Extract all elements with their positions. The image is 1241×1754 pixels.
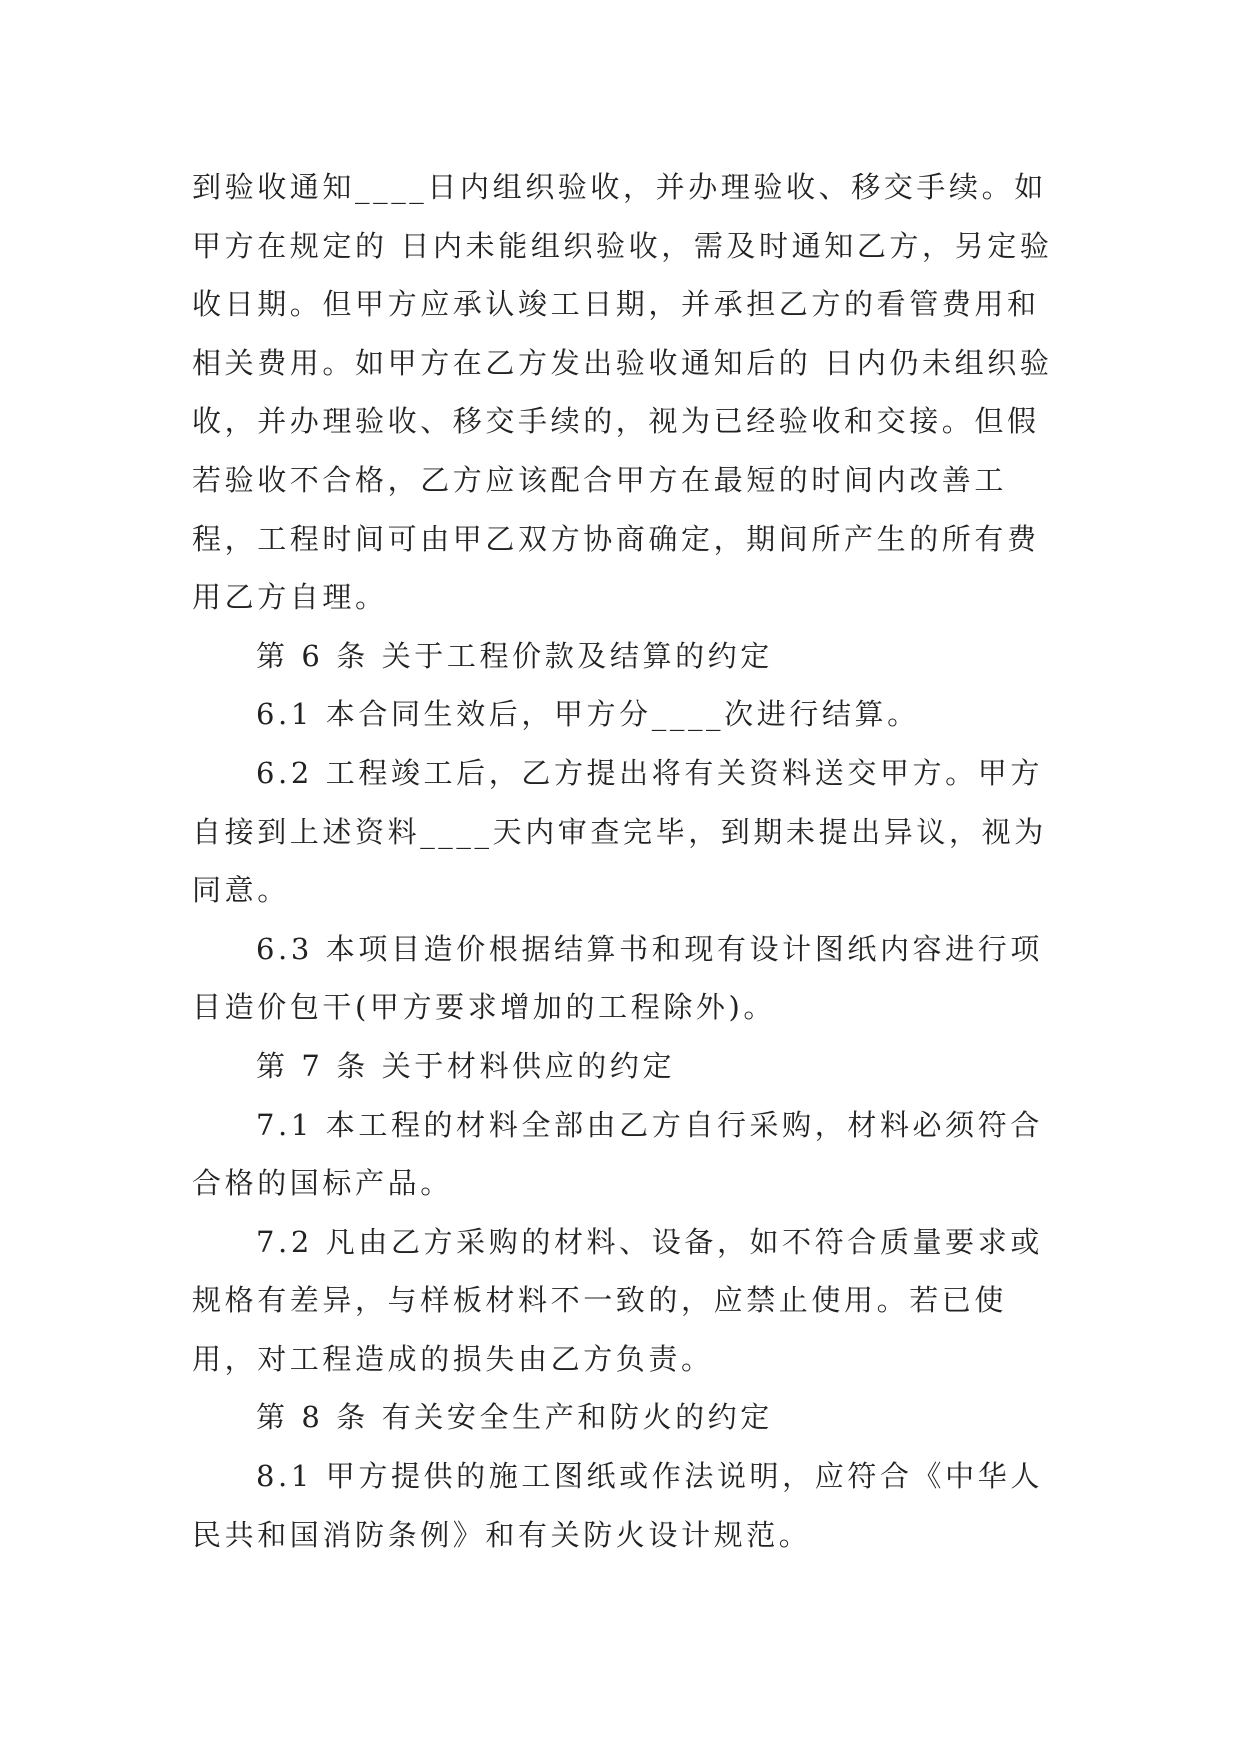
clause-6-2: 6.2 工程竣工后，乙方提出将有关资料送交甲方。甲方自接到上述资料____天内审查完毕，到期未提出异议，视为同意。 [192, 755, 1047, 908]
paragraph-acceptance-continued: 到验收通知____日内组织验收，并办理验收、移交手续。如甲方在规定的 日内未能组织验收，需及时通知乙方，另定验收日期。但甲方应承认竣工日期，并承担乙方的看管费用和相关费用。如甲方在乙方发出验收通知后的 日内仍未组织验收，并办理验收、移交手续的，视为已经验收和交接。但假若验收不合格，乙方应该配合甲方在最短的时间内改善工程，工程时间可由甲乙双方协商确定，期间所产生的所有费用乙方自理。 [192, 170, 1053, 615]
clause-7-1: 7.1 本工程的材料全部由乙方自行采购，材料必须符合合格的国标产品。 [192, 1107, 1043, 1201]
heading-article-7: 第 7 条 关于材料供应的约定 [256, 1048, 676, 1083]
clause-7-2: 7.2 凡由乙方采购的材料、设备，如不符合质量要求或规格有差异，与样板材料不一致的，应禁止使用。若已使用，对工程造成的损失由乙方负责。 [192, 1224, 1043, 1376]
heading-article-6: 第 6 条 关于工程价款及结算的约定 [256, 638, 773, 673]
clause-8-1: 8.1 甲方提供的施工图纸或作法说明，应符合《中华人民共和国消防条例》和有关防火设计规范。 [192, 1459, 1043, 1552]
document-body [192, 158, 1064, 1564]
clause-6-1: 6.1 本合同生效后，甲方分____次进行结算。 [256, 697, 920, 732]
heading-article-8: 第 8 条 有关安全生产和防火的约定 [256, 1400, 773, 1435]
clause-6-3: 6.3 本项目造价根据结算书和现有设计图纸内容进行项目造价包干(甲方要求增加的工程除外)。 [192, 931, 1043, 1025]
